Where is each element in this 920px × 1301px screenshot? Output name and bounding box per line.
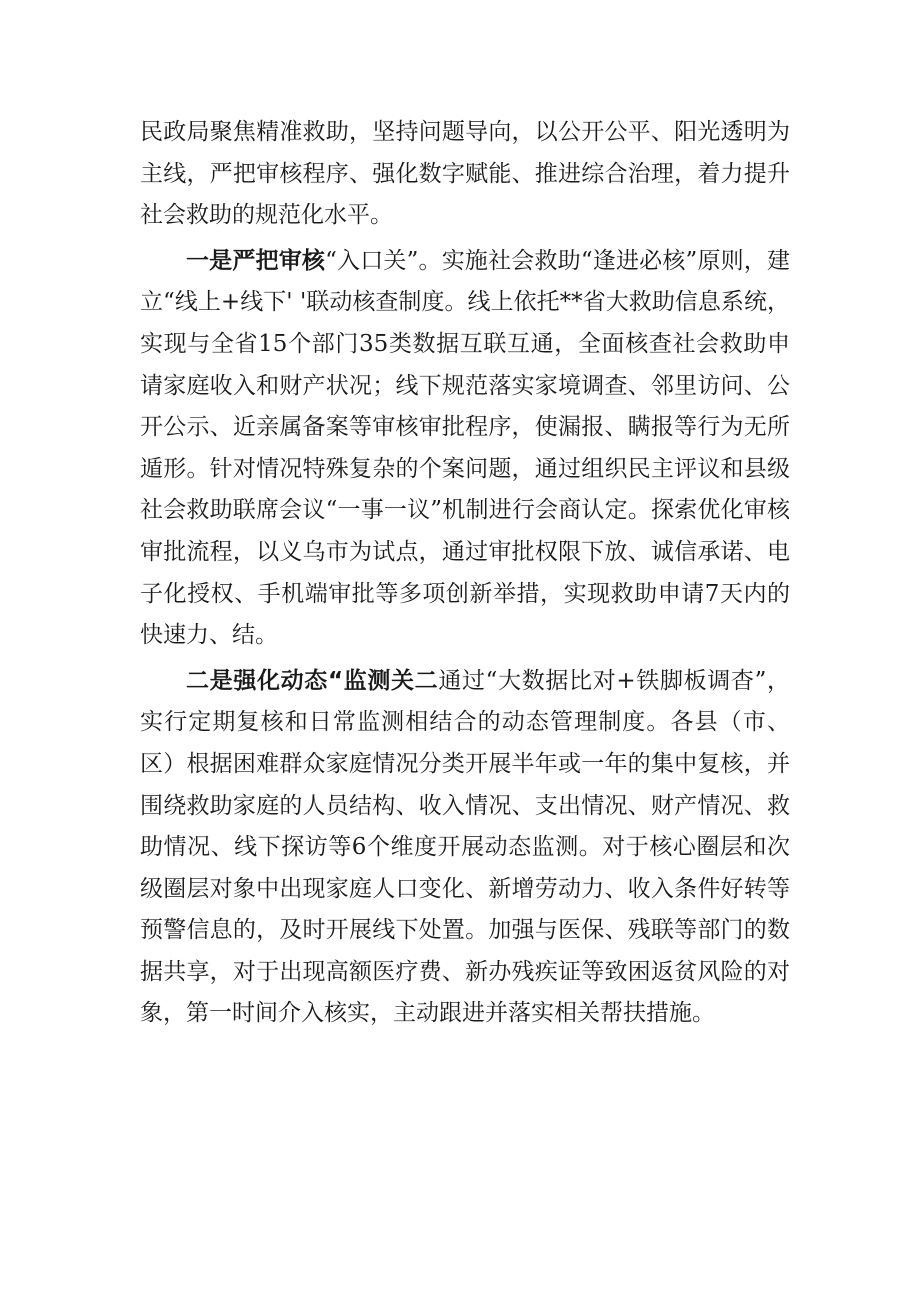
section-two-paragraph xyxy=(140,661,790,1035)
intro-paragraph xyxy=(140,112,790,237)
section-one-text: “入口关”。实施社会救助“逢进必核”原则，建立“线上+线下' '联动核查制度。线上依托**省大救助信息系统，实现与全省15个部门35类数据互联互通，全面核查社会救助申请家庭收入和财产状况；线下规范落实家境调查、邻里访问、公开公示、近亲属备案等审核审批程序，使漏报、瞒报等行为无所遁形。针对情况特殊复杂的个案问题，通过组织民主评议和县级社会救助联席会议“一事一议”机制进行会商认定。探索优化审核审批流程，以义乌市为试点，通过审批权限下放、诚信承诺、电子化授权、手机端审批等多项创新举措，实现救助申请7天内的快速力、结。 xyxy=(140,247,790,649)
section-two-text: 通过“大数据比对+铁脚板调杳”，实行定期复核和日常监测相结合的动态管理制度。各县（市、区）根据困难群众家庭情况分类开展半年或一年的集中复核，并围绕救助家庭的人员结构、收入情况、支出情况、财产情况、救助情况、线下探访等6个维度开展动态监测。对于核心圈层和次级圈层对象中出现家庭人口变化、新增劳动力、收入条件好转等预警信息的，及时开展线下处置。加强与医保、残联等部门的数据共享，对于出现高额医疗费、新办残疾证等致困返贫风险的对象，第一时间介入核实，主动跟进并落实相关帮扶措施。 xyxy=(140,667,790,1027)
section-one-paragraph xyxy=(140,241,790,657)
paragraph-text: 民政局聚焦精准救助，坚持问题导向，以公开公平、阳光透明为主线，严把审核程序、强化数字赋能、推进综合治理，着力提升社会救助的规范化水平。 xyxy=(140,119,790,229)
document-body xyxy=(140,112,790,1035)
section-one-heading: 一是严把审核 xyxy=(186,247,326,274)
section-two-heading: 二是强化动态“监测关二 xyxy=(186,667,439,694)
